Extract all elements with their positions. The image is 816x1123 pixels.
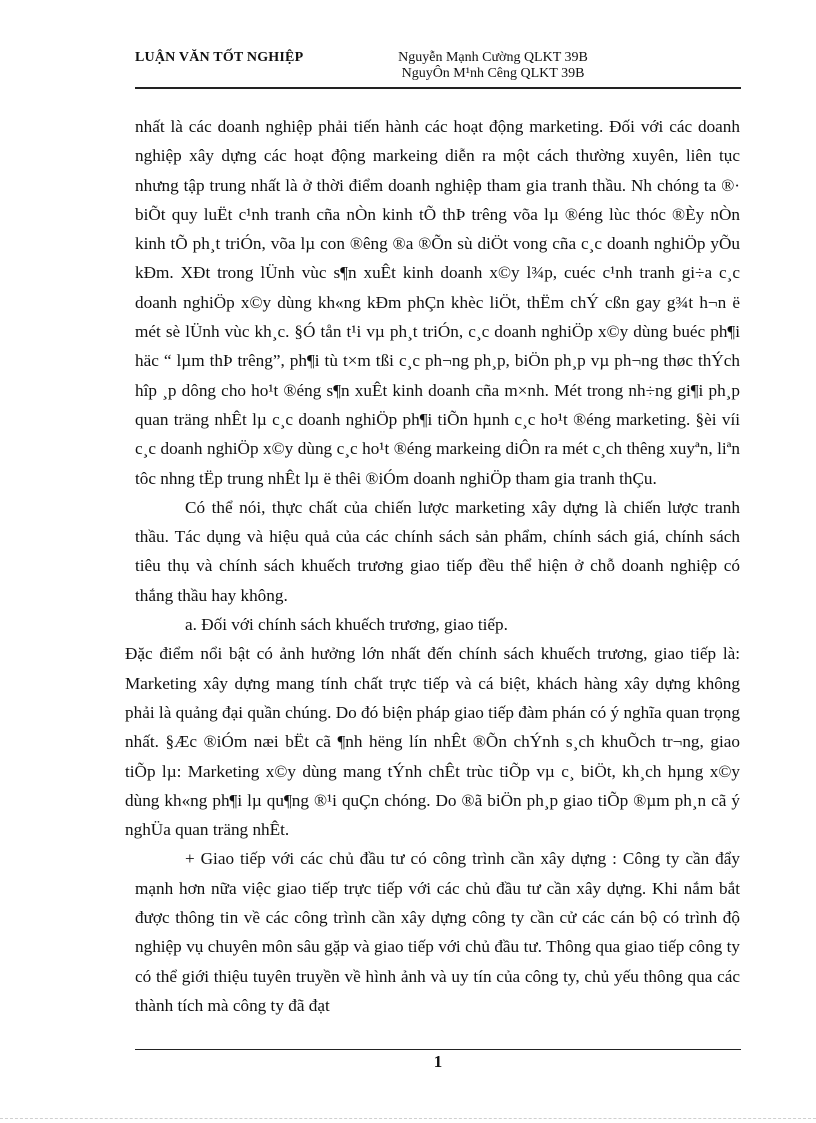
paragraph-3: Đặc điểm nổi bật có ảnh hưởng lớn nhất đến chính sách khuếch trương, giao tiếp là: Marketing xây dựng mang tính chất trực tiếp và cá biệt, khách hàng xây dựng không phải là quảng đại quần chúng. Do đó biện pháp giao tiếp đàm phán có ý nghĩa quan trọng nhất. §Æc ®iÓm næi bËt cã ¶nh hëng lín nhÊt ®Õn chÝnh s¸ch khuÕch tr¬ng, giao tiÕp lµ: Marketing x©y dùng mang tÝnh chÊt trùc tiÕp vµ c¸ biÖt, kh¸ch hµng x©y dùng kh«ng ph¶i lµ qu¶ng ®¹i quÇn chóng. Do ®ã biÖn ph¸p giao tiÕp ®µm ph¸n cã ý nghÜa quan träng nhÊt. — [125, 644, 740, 840]
body-text — [125, 112, 740, 1020]
section-heading-a: a. Đối với chính sách khuếch trương, giao tiếp. — [185, 615, 508, 635]
page-number: 1 — [433, 1052, 443, 1071]
paragraph-4: + Giao tiếp với các chủ đầu tư có công trình cần xây dựng : Công ty cần đẩy mạnh hơn nữa việc giao tiếp trực tiếp với các chủ đầu tư cần xây dựng. Khi nắm bắt được thông tin về các công trình cần xây dựng công ty cần cử các cán bộ có trình độ nghiệp vụ chuyên môn sâu gặp và giao tiếp với chủ đầu tư. Thông qua giao tiếp công ty có thể giới thiệu tuyên truyền về hình ảnh và uy tín của công ty, chủ yếu thông qua các thành tích mà công ty đã đạt — [135, 849, 740, 1015]
header-divider — [135, 87, 741, 89]
author-block — [393, 50, 593, 82]
page-bottom-edge — [0, 1118, 816, 1119]
page-header — [135, 46, 741, 86]
paragraph-1: nhất là các doanh nghiệp phải tiến hành các hoạt động marketing. Đối với các doanh nghiệp xây dựng các hoạt động markeing diễn ra một cách thường xuyên, liên tục nhưng tập trung nhất là ở thời điểm doanh nghiệp tham gia tranh thầu. Nh chóng ta ®· biÕt quy luËt c¹nh tranh cña nÒn kinh tÕ thÞ trêng võa lµ ®éng lùc thóc ®Èy nÒn kinh tÕ ph¸t triÓn, võa lµ con ®êng ®a ®Õn sù diÖt vong cña c¸c doanh nghiÖp yÕu kÐm. XÐt trong lÜnh vùc s¶n xuÊt kinh doanh x©y l¾p, cuéc c¹nh tranh gi÷a c¸c doanh nghiÖp x©y dùng kh«ng kÐm phÇn khèc liÖt, thËm chÝ cßn gay g¾t h¬n ë mét sè lÜnh vùc kh¸c. §Ó tån t¹i vµ ph¸t triÓn, c¸c doanh nghiÖp x©y dùng buéc ph¶i häc “ lµm thÞ trêng”, ph¶i tù t×m tßi c¸c ph¬ng ph¸p, biÖn ph¸p vµ ph¬ng thøc thÝch hîp ¸p dông cho ho¹t ®éng s¶n xuÊt kinh doanh cña m×nh. Mét trong nh÷ng gi¶i ph¸p quan träng nhÊt lµ c¸c doanh nghiÖp ph¶i tiÕn hµnh c¸c ho¹t ®éng marketing. §èi víi c¸c doanh nghiÖp x©y dùng c¸c ho¹t ®éng markeing diÔn ra mét c¸ch thêng xuyªn, liªn tôc nhng tËp trung nhÊt lµ ë thêi ®iÓm doanh nghiÖp tham gia tranh thÇu. — [135, 117, 740, 488]
footer-divider — [135, 1049, 741, 1050]
thesis-label: LUẬN VĂN TỐT NGHIỆP — [135, 50, 304, 65]
author-line-1: Nguyễn Mạnh Cường QLKT 39B — [398, 50, 588, 65]
paragraph-2: Có thể nói, thực chất của chiến lược marketing xây dựng là chiến lược tranh thầu. Tác dụng và hiệu quả của các chính sách sản phẩm, chính sách giá, chính sách tiêu thụ và chính sách khuếch trương giao tiếp đều thể hiện ở chỗ doanh nghiệp có thắng thầu hay không. — [135, 497, 740, 605]
author-line-2: NguyÔn M¹nh Cêng QLKT 39B — [401, 66, 585, 81]
